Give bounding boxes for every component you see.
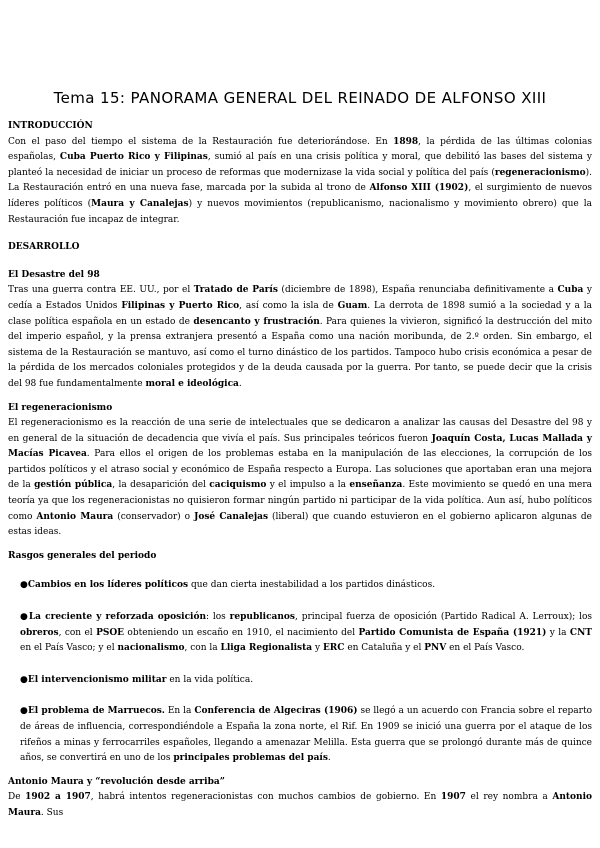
rasgos-heading: Rasgos generales del periodo: [8, 550, 157, 561]
desastre-heading: El Desastre del 98: [8, 269, 100, 280]
page-title: Tema 15: PANORAMA GENERAL DEL REINADO DE ALFONSO XIII: [53, 89, 547, 107]
rasgos-bullet-militar: ●El intervencionismo militar en la vida política.: [20, 674, 254, 685]
rasgos-bullet-marruecos: ●El problema de Marruecos. En la Conferencia de Algeciras (1906) se llegó a un acuerdo con Francia sobre el reparto de áreas de influencia, correspondiéndole a España la zona norte, el Rif. En 1909 se inició una guerra por el ataque de los rifeños a minas y ferrocarriles españoles, llegando a amenazar Melilla. Esta guerra que se prolongó durante más de quince años, se convertirá en uno de los principales problemas del país.: [20, 706, 592, 764]
maura-paragraph: De 1902 a 1907, habrá intentos regeneracionistas con muchos cambios de gobierno. En 1907 el rey nombra a Antonio Maura. Sus: [8, 792, 593, 818]
intro-heading: INTRODUCCIÓN: [8, 121, 93, 131]
maura-heading: Antonio Maura y “revolución desde arriba”: [8, 776, 225, 787]
bullet-dot-icon: ●: [20, 674, 28, 685]
rasgos-bullet-lideres: ●Cambios en los líderes políticos que dan cierta inestabilidad a los partidos dinásticos.: [20, 580, 436, 591]
bullet-dot-icon: ●: [20, 580, 28, 591]
intro-paragraph: Con el paso del tiempo el sistema de la Restauración fue deteriorándose. En 1898, la pérdida de las últimas colonias españolas, Cuba Puerto Rico y Filipinas, sumió al país en una crisis política y moral, que debilitó las bases del sistema y planteó la necesidad de iniciar un proceso de reformas que modernizase la vida social y política del país (regeneracionismo). La Restauración entró en una nueva fase, marcada por la subida al trono de Alfonso XIII (1902), el surgimiento de nuevos líderes políticos (Maura y Canalejas) y nuevos movimientos (republicanismo, nacionalismo y movimiento obrero) que la Restauración fue incapaz de integrar.: [8, 136, 593, 225]
bullet-dot-icon: ●: [20, 706, 28, 717]
rasgos-bullet-oposicion: ●La creciente y reforzada oposición: los republicanos, principal fuerza de oposición (Partido Radical A. Lerroux); los obreros, con el PSOE obteniendo un escaño en 1910, el nacimiento del Partido Comunista de España (1921) y la CNT en el País Vasco; y el nacionalismo, con la Lliga Regionalista y ERC en Cataluña y el PNV en el País Vasco.: [20, 612, 593, 654]
regeneracionismo-paragraph: El regeneracionismo es la reacción de una serie de intelectuales que se dedicaron a analizar las causas del Desastre del 98 y en general de la situación de decadencia que vivía el país. Sus principales teóricos fueron Joaquín Costa, Lucas Mallada y Macías Picavea. Para ellos el origen de los problemas estaba en la manipulación de las elecciones, la corrupción de los partidos políticos y el atraso social y económico de España respecto a Europa. Las soluciones que aportaban eran una mejora de la gestión pública, la desaparición del caciquismo y el impulso a la enseñanza. Este movimiento se quedó en una mera teoría ya que los regeneracionistas no quisieron formar ningún partido ni participar de la vida política. Aun así, hubo políticos como Antonio Maura (conservador) o José Canalejas (liberal) que cuando estuvieron en el gobierno aplicaron algunas de estas ideas.: [8, 418, 593, 538]
regeneracionismo-heading: El regeneracionismo: [8, 402, 113, 413]
desastre-paragraph: Tras una guerra contra EE. UU., por el Tratado de París (diciembre de 1898), España renunciaba definitivamente a Cuba y cedía a Estados Unidos Filipinas y Puerto Rico, así como la isla de Guam. La derrota de 1898 sumió a la sociedad y a la clase política española en un estado de desencanto y frustración. Para quienes la vivieron, significó la destrucción del mito del imperio español, y la prensa extranjera presentó a España como una nación moribunda, de 2.º orden. Sin embargo, el sistema de la Restauración se mantuvo, así como el turno dinástico de los partidos. Tampoco hubo crisis económica a pesar de la pérdida de los mercados coloniales protegidos y de la deuda causada por la guerra. Por tanto, se puede decir que la crisis del 98 fue fundamentalmente moral e ideológica.: [8, 285, 593, 389]
bullet-dot-icon: ●: [20, 612, 29, 623]
document-body: [8, 119, 592, 822]
desarrollo-heading: DESARROLLO: [8, 242, 80, 253]
